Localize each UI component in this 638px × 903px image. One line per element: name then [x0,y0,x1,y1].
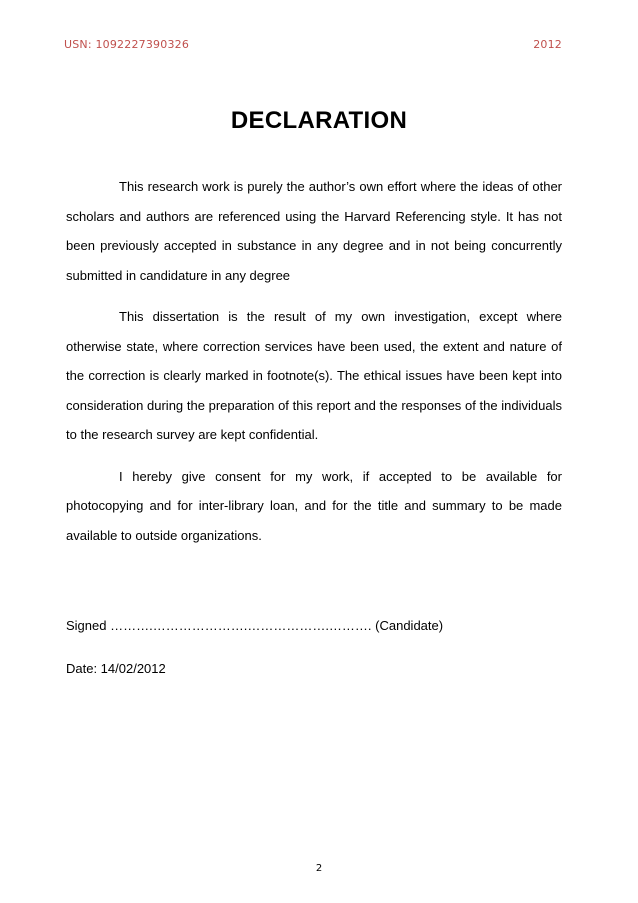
page-title: DECLARATION [230,107,408,134]
paragraph-authorship: This research work is purely the author’s own effort where the ideas of other scholars and authors are referenced using the Harvard Referencing style. It has not been previously accepted in substance in any degree and in not being concurrently submitted in candidature in any degree [66,179,562,283]
paragraph-investigation: This dissertation is the result of my own investigation, except where otherwise state, where correction services have been used, the extent and nature of the correction is clearly marked in footnote(s). The ethical issues have been kept into consideration during the preparation of this report and the responses of the individuals to the research survey are kept confidential. [66,309,562,442]
signature-line: Signed ……….………………….……………….………. (Candidate) [66,618,444,633]
header-usn: USN: 1092227390326 [64,38,190,51]
declaration-body [66,172,562,562]
page-header [64,38,562,54]
date-line: Date: 14/02/2012 [66,661,166,676]
page-number: 2 [315,863,323,874]
paragraph-consent: I hereby give consent for my work, if accepted to be available for photocopying and for inter-library loan, and for the title and summary to be made available to outside organizations. [66,468,562,543]
header-year: 2012 [533,38,562,51]
